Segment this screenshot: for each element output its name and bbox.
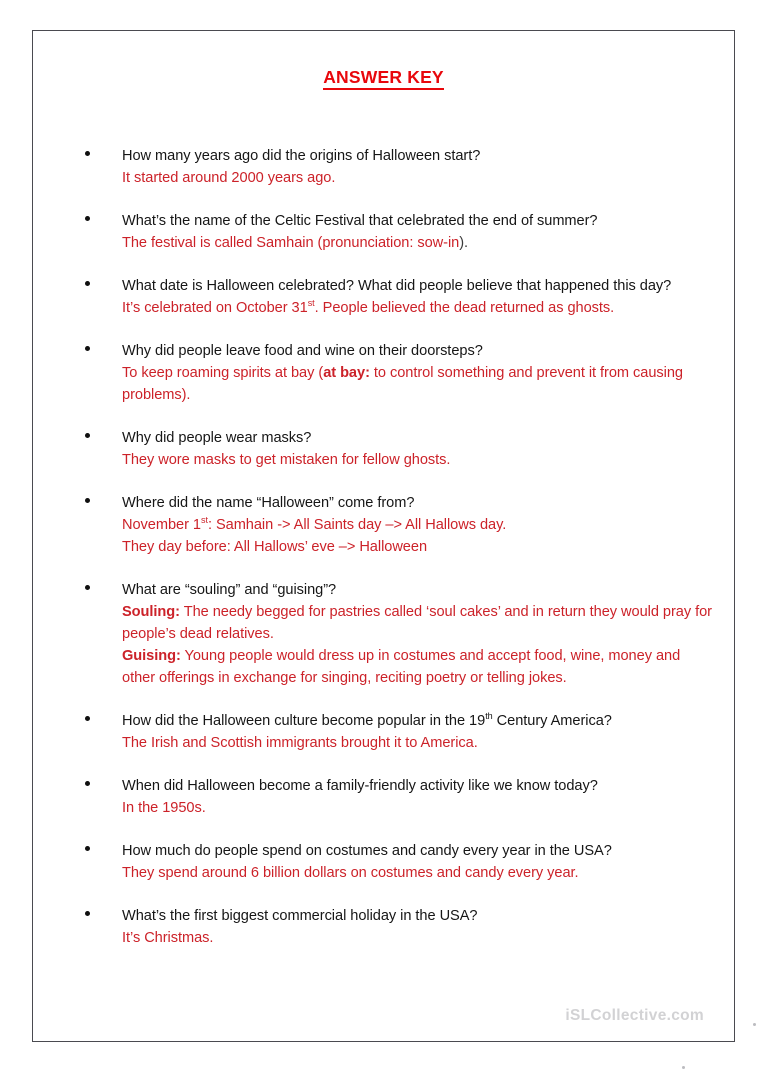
answer-part: . People believed the dead returned as ghosts. <box>314 300 615 316</box>
scan-speck <box>753 1023 756 1026</box>
question-text: Why did people wear masks? <box>122 430 312 446</box>
question-text: Where did the name “Halloween” come from? <box>122 495 415 511</box>
question-text: How much do people spend on costumes and candy every year in the USA? <box>122 843 612 859</box>
qa-item <box>33 840 734 884</box>
islcollective-watermark: iSLCollective.com <box>565 1007 704 1024</box>
bullet-icon <box>85 433 90 438</box>
answer-text: The Irish and Scottish immigrants brought it to America. <box>122 735 478 751</box>
qa-item <box>33 275 734 319</box>
qa-item <box>33 145 734 189</box>
ordinal-suffix: st <box>201 515 208 526</box>
bullet-icon <box>85 716 90 721</box>
answer-part: It’s celebrated on October 31 <box>122 300 308 316</box>
answer-tail: ). <box>459 235 469 251</box>
qa-item <box>33 210 734 254</box>
answer-text: They spend around 6 billion dollars on costumes and candy every year. <box>122 865 579 881</box>
qa-item <box>33 427 734 471</box>
answer-emphasis: at bay: <box>323 365 370 381</box>
qa-item <box>33 905 734 949</box>
bullet-icon <box>85 846 90 851</box>
page-title-text: ANSWER KEY <box>323 67 444 90</box>
answer-text: It’s Christmas. <box>122 930 214 946</box>
qa-item <box>33 340 734 406</box>
question-answer-list <box>33 145 734 949</box>
bullet-icon <box>85 281 90 286</box>
answer-label-guising: Guising: <box>122 648 181 664</box>
answer-part: The needy begged for pastries called ‘soul cakes’ and in return they would pray for people’s dead relatives. <box>122 604 712 642</box>
qa-item <box>33 775 734 819</box>
answer-text <box>122 232 714 254</box>
question-text: When did Halloween become a family-friendly activity like we know today? <box>122 778 598 794</box>
answer-text: They day before: All Hallows’ eve –> Halloween <box>122 539 428 555</box>
answer-text <box>122 601 714 645</box>
answer-label-souling: Souling: <box>122 604 180 620</box>
qa-item <box>33 492 734 558</box>
question-text: What are “souling” and “guising”? <box>122 582 337 598</box>
answer-text: It started around 2000 years ago. <box>122 170 336 186</box>
bullet-icon <box>85 911 90 916</box>
bullet-icon <box>85 585 90 590</box>
question-text: Why did people leave food and wine on their doorsteps? <box>122 343 483 359</box>
qa-item <box>33 579 734 689</box>
page-title <box>33 67 734 88</box>
answer-text <box>122 297 714 319</box>
answer-text: In the 1950s. <box>122 800 206 816</box>
question-part: How did the Halloween culture become popular in the 19 <box>122 713 486 729</box>
ordinal-suffix: st <box>307 298 315 309</box>
answer-text <box>122 362 714 406</box>
question-part: Century America? <box>492 713 612 729</box>
ordinal-suffix: th <box>485 711 493 722</box>
answer-main: The festival is called Samhain (pronunciation: sow-in <box>122 235 460 251</box>
question-text: What date is Halloween celebrated? What did people believe that happened this day? <box>122 278 672 294</box>
question-text: What’s the first biggest commercial holiday in the USA? <box>122 908 478 924</box>
answer-text <box>122 514 714 536</box>
bullet-icon <box>85 498 90 503</box>
question-text <box>122 710 714 732</box>
scan-speck <box>682 1066 685 1069</box>
bullet-icon <box>85 216 90 221</box>
bullet-icon <box>85 346 90 351</box>
answer-part: to control something and prevent it from causing problems). <box>122 365 683 403</box>
answer-part: Young people would dress up in costumes and accept food, wine, money and other offerings in exchange for singing, reciting poetry or telling jokes. <box>122 648 681 686</box>
question-text: What’s the name of the Celtic Festival that celebrated the end of summer? <box>122 213 598 229</box>
question-text: How many years ago did the origins of Halloween start? <box>122 148 481 164</box>
answer-text <box>122 645 714 689</box>
answer-text: They wore masks to get mistaken for fellow ghosts. <box>122 452 451 468</box>
bullet-icon <box>85 781 90 786</box>
bullet-icon <box>85 151 90 156</box>
answer-part: : Samhain -> All Saints day –> All Hallows day. <box>207 517 507 533</box>
answer-part: November 1 <box>122 517 201 533</box>
page-content-area <box>33 31 734 1041</box>
answer-part: To keep roaming spirits at bay ( <box>122 365 324 381</box>
qa-item <box>33 710 734 754</box>
worksheet-page <box>32 30 735 1042</box>
